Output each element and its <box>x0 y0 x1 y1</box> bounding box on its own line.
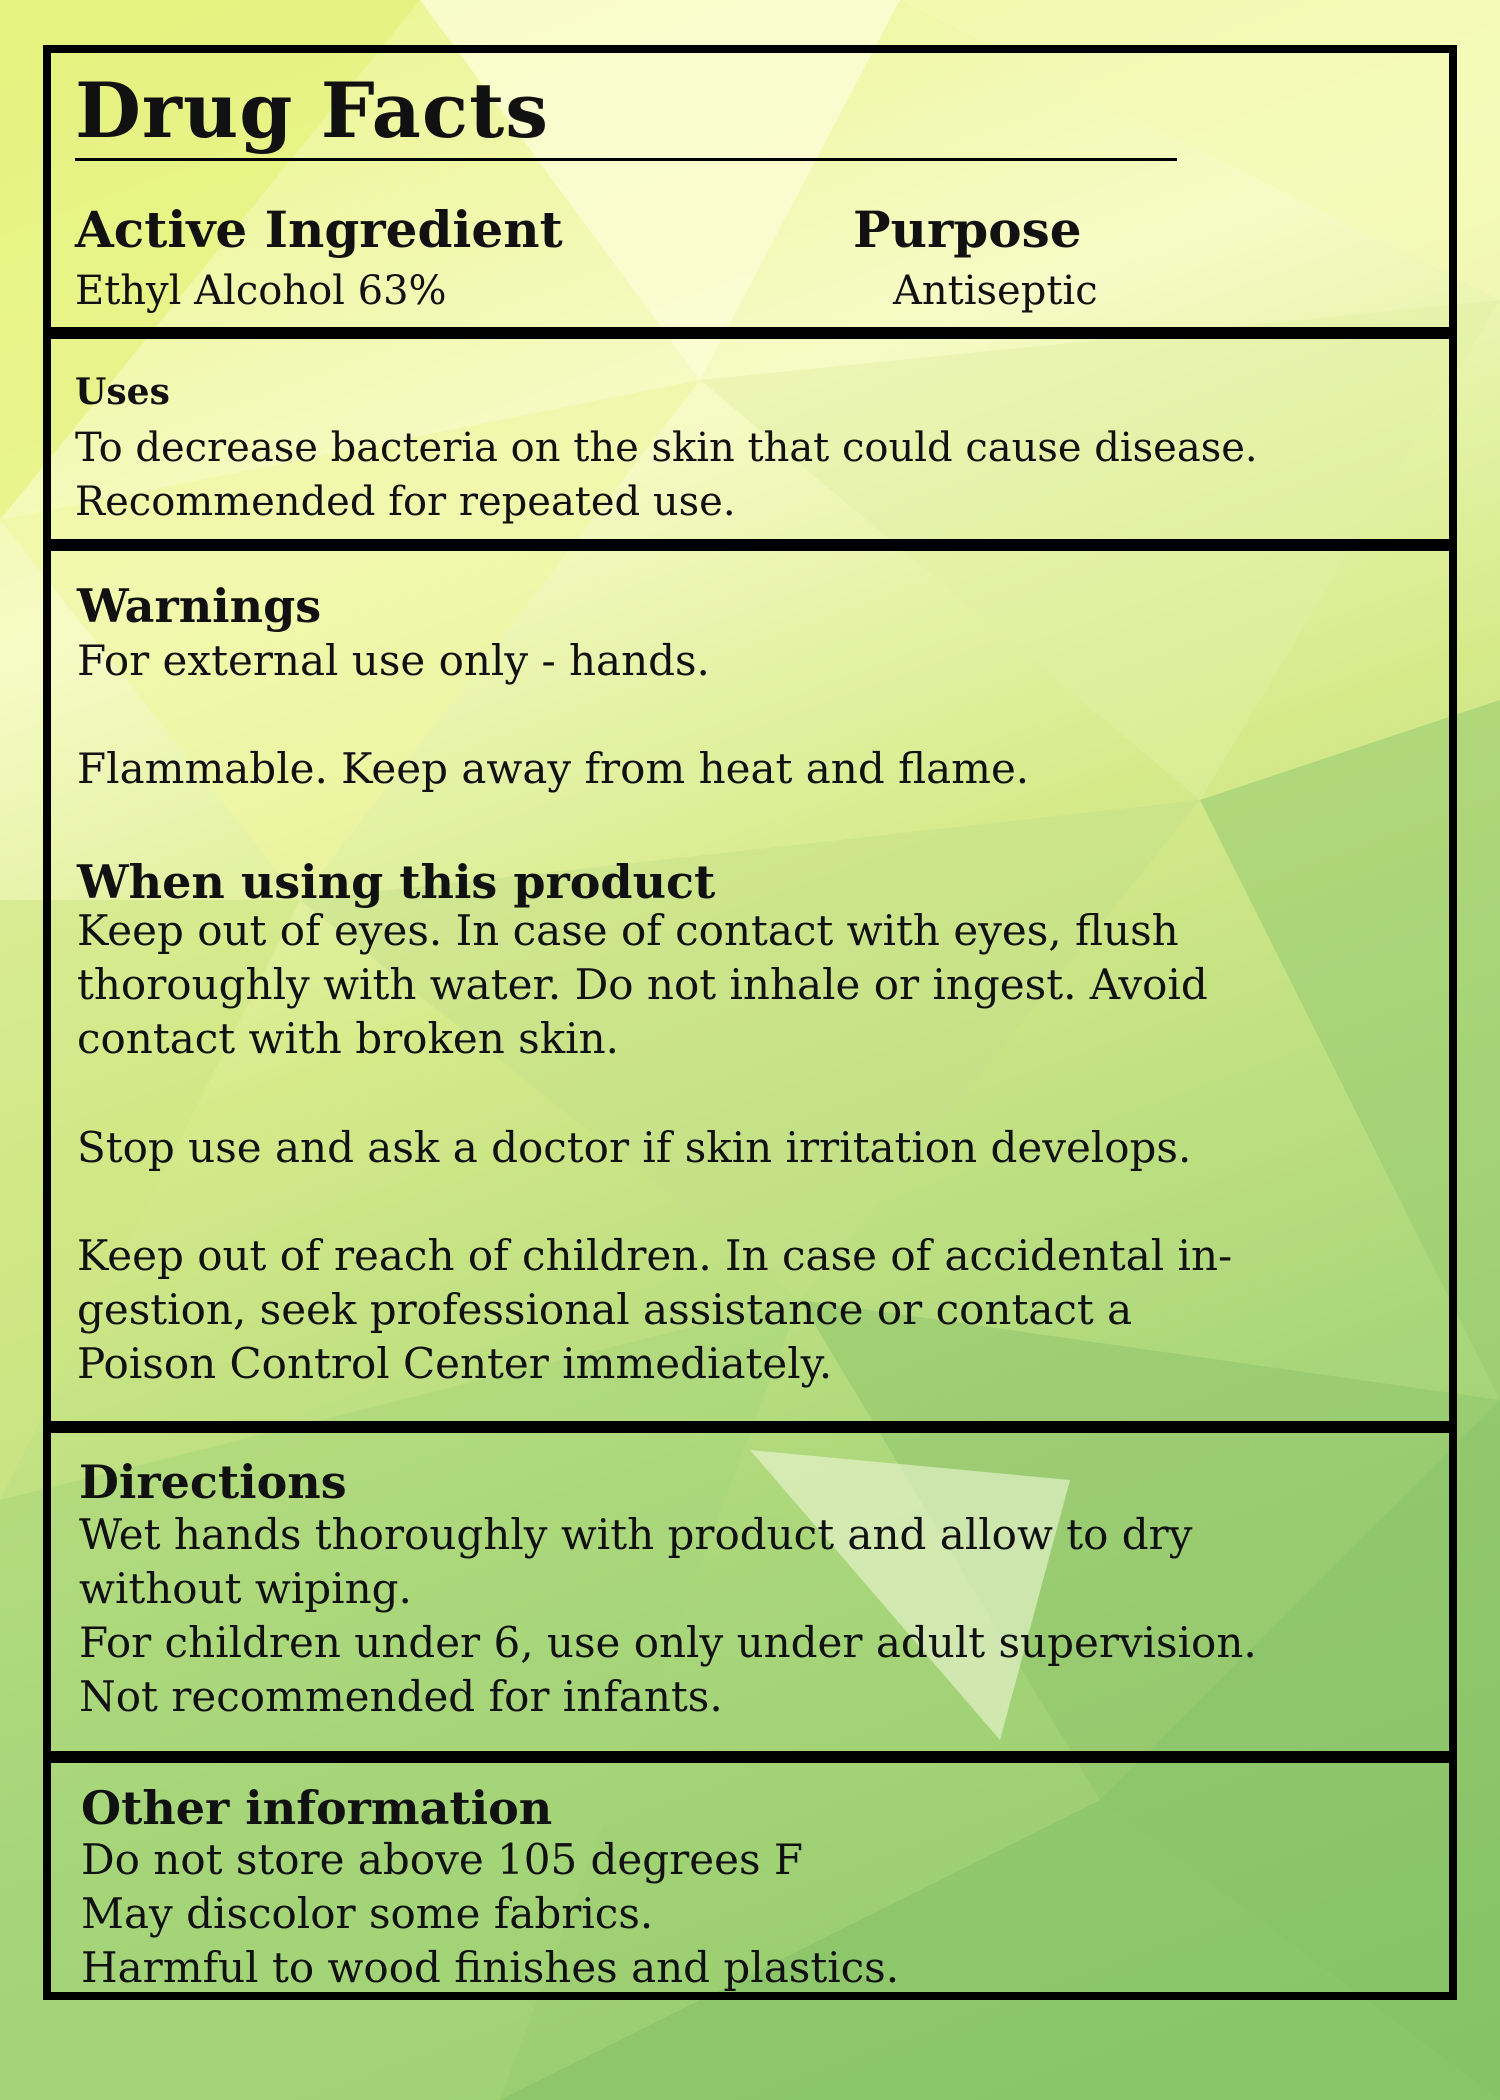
divider <box>51 327 1449 339</box>
uses-line: To decrease bacteria on the skin that could cause disease. <box>75 425 1258 471</box>
purpose-value: Antiseptic <box>893 268 1098 314</box>
keep-out-text: Keep out of reach of children. In case of accidental in- <box>77 1231 1233 1280</box>
when-using-heading: When using this product <box>77 855 716 909</box>
other-info-heading: Other information <box>81 1781 553 1835</box>
warnings-text: Flammable. Keep away from heat and flame. <box>77 744 1030 793</box>
divider <box>51 539 1449 551</box>
when-using-text: contact with broken skin. <box>77 1014 619 1063</box>
purpose-heading: Purpose <box>853 200 1082 259</box>
other-info-section <box>51 1763 1449 1992</box>
other-info-text: Harmful to wood finishes and plastics. <box>81 1943 900 1992</box>
warnings-text: For external use only - hands. <box>77 636 710 685</box>
header-section <box>51 53 1449 327</box>
directions-text: Wet hands thoroughly with product and allow to dry <box>79 1510 1193 1559</box>
page-title: Drug Facts <box>75 66 550 155</box>
when-using-text: thoroughly with water. Do not inhale or ingest. Avoid <box>77 960 1208 1009</box>
divider <box>51 1421 1449 1433</box>
warnings-section <box>51 551 1449 1421</box>
divider <box>51 1751 1449 1763</box>
when-using-text: Keep out of eyes. In case of contact with eyes, flush <box>77 906 1179 955</box>
active-ingredient-value: Ethyl Alcohol 63% <box>75 268 447 314</box>
drug-facts-panel <box>43 45 1457 2000</box>
active-ingredient-heading: Active Ingredient <box>75 200 563 259</box>
uses-section <box>51 339 1449 539</box>
directions-heading: Directions <box>79 1455 347 1509</box>
other-info-text: Do not store above 105 degrees F <box>81 1835 803 1884</box>
keep-out-text: Poison Control Center immediately. <box>77 1339 833 1388</box>
directions-section <box>51 1433 1449 1751</box>
uses-heading: Uses <box>75 371 170 413</box>
warnings-heading: Warnings <box>77 579 322 633</box>
stop-use-text: Stop use and ask a doctor if skin irritation develops. <box>77 1123 1192 1172</box>
directions-text: Not recommended for infants. <box>79 1672 723 1721</box>
directions-text: For children under 6, use only under adult supervision. <box>79 1618 1257 1667</box>
uses-line: Recommended for repeated use. <box>75 479 736 525</box>
keep-out-text: gestion, seek professional assistance or contact a <box>77 1285 1133 1334</box>
directions-text: without wiping. <box>79 1564 412 1613</box>
other-info-text: May discolor some fabrics. <box>81 1889 654 1938</box>
title-underline <box>75 158 1177 161</box>
